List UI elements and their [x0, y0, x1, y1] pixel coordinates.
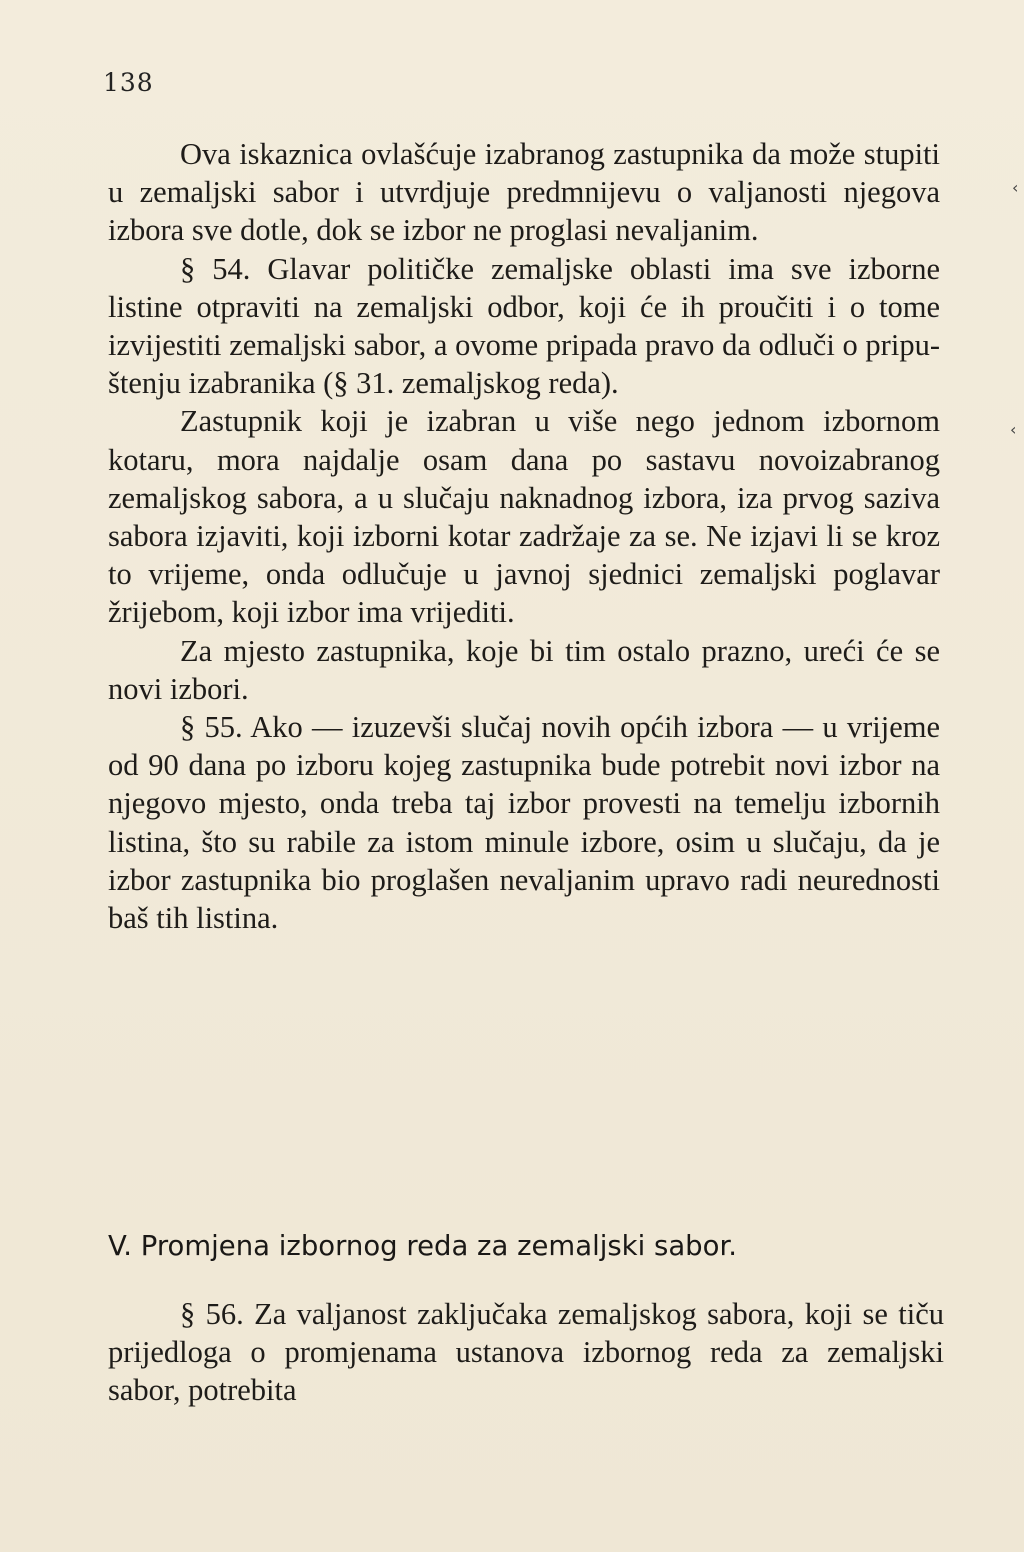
section-heading: V. Promjena izbornog reda za zemaljski sabor. — [108, 1230, 737, 1262]
paragraph-2: § 54. Glavar političke zemaljske oblasti ima sve izborne listine otpraviti na zemaljski odbor, koji će ih proučiti i o tome izvijestiti zemaljski sabor, a ovome pripada pravo da odluči o pripuštenju izabranika (§ 31. zemaljskog reda). — [108, 251, 940, 401]
paragraph-1: Ova iskaznica ovlašćuje izabranog zastupnika da može stupiti u zemaljski sabor i utvrdjuje predmnijevu o valjanosti njegova izbora sve dotle, dok se izbor ne proglasi nevaljanim. — [108, 137, 940, 248]
page-number: 138 — [103, 68, 154, 97]
margin-mark: ‹ — [1012, 178, 1019, 197]
paragraph-6: § 56. Za valjanost zaključaka zemaljskog sabora, koji se tiču prijedloga o promjenama ustanova izbornog reda za zemaljski sabor, potrebita — [108, 1297, 944, 1408]
paragraph-3: Zastupnik koji je izabran u više nego jednom izbornom kotaru, mora najdalje osam dana po sastavu novoizabranog zemaljskog sabora, a u slučaju naknadnog izbora, iza prvog saziva sabora izjaviti, koji izborni kotar zadržaje za se. Ne izjavi li se kroz to vrijeme, onda odlučuje u javnoj sjednici zemaljski poglavar žrijebom, koji izbor ima vrijediti. — [108, 404, 940, 630]
paragraph-4: Za mjesto zastupnika, koje bi tim ostalo prazno, ureći će se novi izbori. — [108, 633, 940, 706]
body-text-continued — [108, 1295, 944, 1410]
paragraph-5: § 55. Ako — izuzevši slučaj novih općih izbora — u vrijeme od 90 dana po izboru kojeg zastupnika bude potrebit novi izbor na njegovo mjesto, onda treba taj izbor provesti na temelju izbornih listina, što su rabile za istom minule izbore, osim u slučaju, da je izbor zastupnika bio proglašen nevaljanim upravo radi neurednosti baš tih listina. — [108, 710, 940, 936]
margin-mark: ‹ — [1010, 420, 1017, 439]
body-text — [108, 135, 940, 937]
